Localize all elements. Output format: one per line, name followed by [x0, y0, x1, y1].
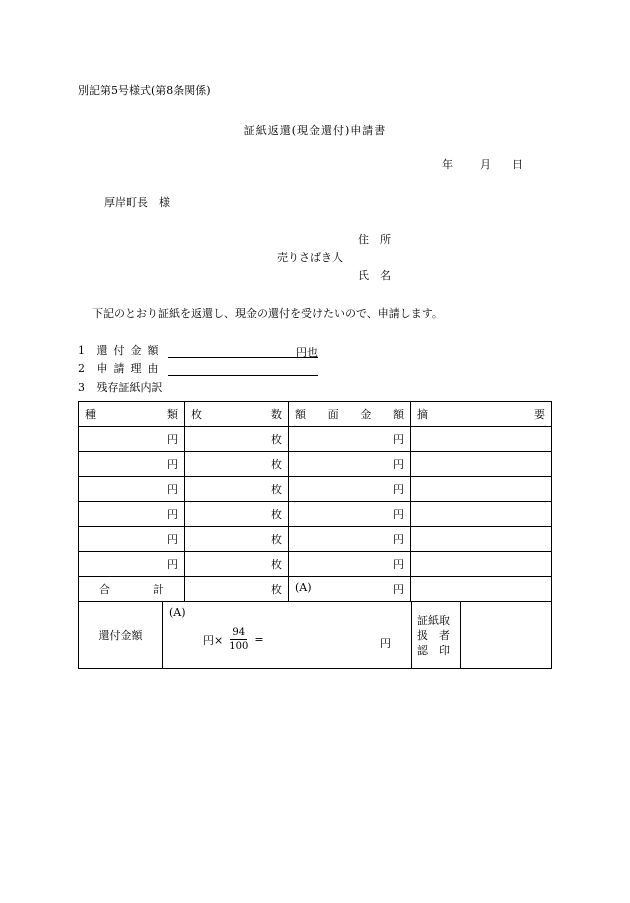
item-2 — [78, 360, 318, 376]
amount-suffix: 円也 — [296, 346, 318, 359]
fraction-denominator: 100 — [229, 641, 249, 652]
formula-equals: = — [254, 633, 264, 646]
kind-cell[interactable]: 円 — [79, 477, 185, 502]
item-1 — [78, 342, 318, 358]
remarks-cell[interactable] — [411, 577, 552, 602]
table-row — [79, 527, 552, 552]
remarks-cell[interactable] — [411, 477, 552, 502]
count-cell[interactable]: 枚 — [185, 452, 289, 477]
kind-cell[interactable]: 円 — [79, 527, 185, 552]
header-remarks: 摘 要 — [411, 402, 552, 427]
refund-formula — [203, 626, 264, 653]
refund-unit: 円 — [380, 637, 391, 650]
count-cell[interactable]: 枚 — [185, 427, 289, 452]
amount-cell[interactable]: 円 — [289, 427, 411, 452]
remarks-cell[interactable] — [411, 527, 552, 552]
amount-cell[interactable]: 円 — [289, 452, 411, 477]
count-cell[interactable]: 枚 — [185, 552, 289, 577]
table-row — [79, 452, 552, 477]
applicant-role: 売りさばき人 — [277, 251, 343, 264]
amount-cell[interactable]: 円 — [289, 527, 411, 552]
date-month: 月 — [480, 158, 491, 171]
stamp-breakdown-table — [78, 401, 552, 602]
addressee: 厚岸町長 様 — [104, 196, 170, 209]
item-number: 3 — [78, 381, 85, 394]
total-amount-cell[interactable]: (A) 円 — [289, 577, 411, 602]
refund-formula-cell[interactable] — [163, 602, 412, 669]
address-label: 住 所 — [358, 233, 391, 246]
table-row — [79, 477, 552, 502]
amount-cell[interactable]: 円 — [289, 477, 411, 502]
count-cell[interactable]: 枚 — [185, 527, 289, 552]
fraction — [227, 626, 250, 653]
refund-amount-line — [168, 344, 318, 358]
total-marker: (A) — [295, 581, 312, 594]
kind-cell[interactable]: 円 — [79, 502, 185, 527]
remarks-cell[interactable] — [411, 452, 552, 477]
kind-cell[interactable]: 円 — [79, 552, 185, 577]
item-label: 残存証紙内訳 — [96, 381, 163, 394]
refund-label: 還付金額 — [79, 602, 163, 669]
stamp-box[interactable] — [461, 602, 552, 669]
total-row — [79, 577, 552, 602]
amount-cell[interactable]: 円 — [289, 552, 411, 577]
date-year: 年 — [442, 158, 453, 171]
item-number: 1 — [78, 344, 85, 357]
header-kind: 種 類 — [79, 402, 185, 427]
item-label: 申請理由 — [96, 362, 165, 375]
formula-prefix: 円× — [203, 633, 224, 647]
header-face-value: 額 面 金 額 — [289, 402, 411, 427]
table-row — [79, 427, 552, 452]
count-cell[interactable]: 枚 — [185, 502, 289, 527]
name-label: 氏 名 — [358, 269, 391, 282]
table-row — [79, 502, 552, 527]
intro-text: 下記のとおり証紙を返還し、現金の還付を受けたいので、申請します。 — [92, 307, 443, 320]
date-day: 日 — [512, 158, 523, 171]
table-row — [79, 552, 552, 577]
item-3 — [78, 379, 163, 395]
form-number: 別記第5号様式(第8条関係) — [78, 84, 211, 97]
item-label: 還付金額 — [96, 344, 165, 357]
total-label: 合 計 — [79, 577, 185, 602]
kind-cell[interactable]: 円 — [79, 427, 185, 452]
total-count-cell[interactable]: 枚 — [185, 577, 289, 602]
refund-marker: (A) — [169, 606, 186, 619]
table-header-row — [79, 402, 552, 427]
remarks-cell[interactable] — [411, 502, 552, 527]
remarks-cell[interactable] — [411, 552, 552, 577]
reason-line — [168, 362, 318, 376]
fraction-numerator: 94 — [232, 627, 246, 638]
page-title: 証紙返還(現金還付)申請書 — [243, 124, 387, 137]
refund-table — [78, 601, 552, 669]
remarks-cell[interactable] — [411, 427, 552, 452]
kind-cell[interactable]: 円 — [79, 452, 185, 477]
header-count: 枚 数 — [185, 402, 289, 427]
item-number: 2 — [78, 362, 85, 375]
amount-cell[interactable]: 円 — [289, 502, 411, 527]
stamp-label: 証紙取 扱 者 認 印 — [412, 602, 461, 669]
count-cell[interactable]: 枚 — [185, 477, 289, 502]
